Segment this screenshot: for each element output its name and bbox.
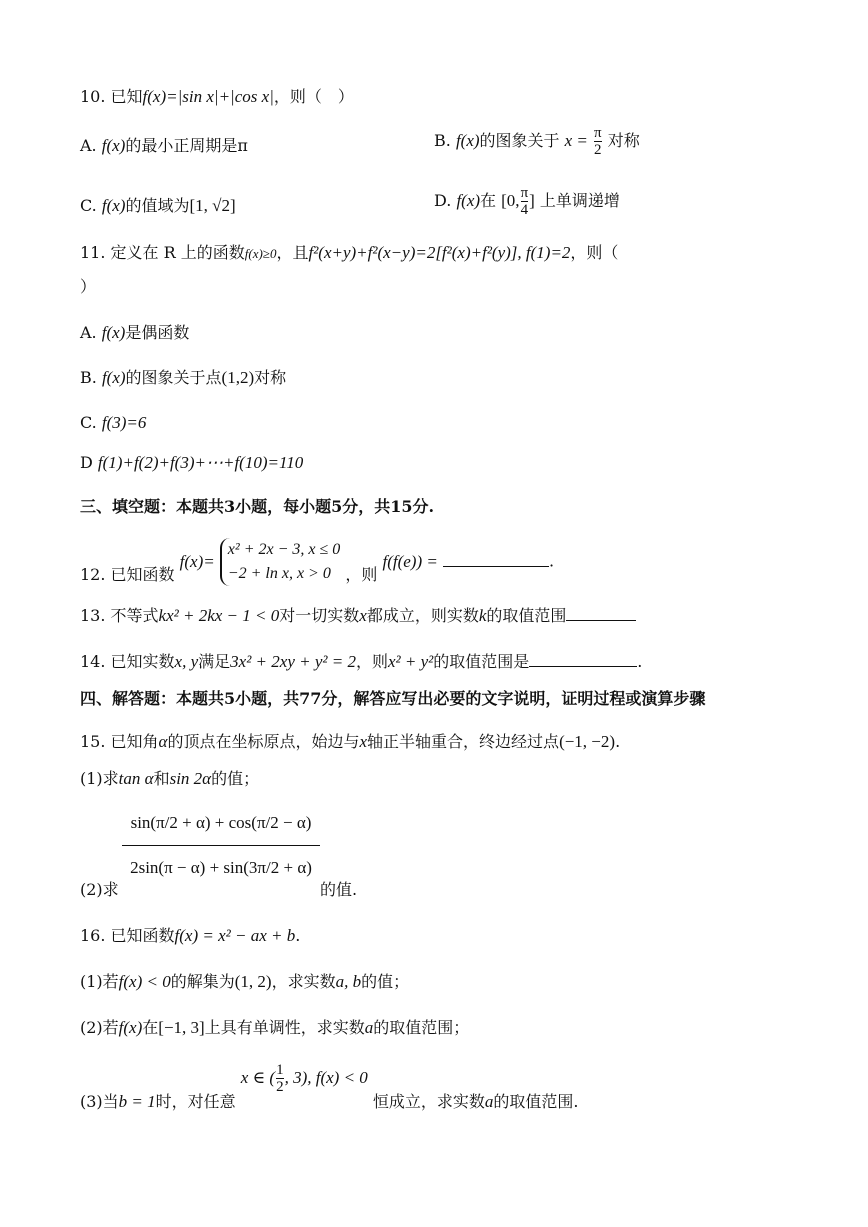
q15-fraction-numerator: sin(π/2 + α) + cos(π/2 − α) <box>130 813 312 832</box>
section-3-heading: 三、填空题：本题共3小题，每小题5分，共15分. <box>80 497 435 516</box>
q10-option-a: A. f(x)的最小正周期是π <box>80 136 248 155</box>
q11-option-b: B. f(x)的图象关于点(1,2)对称 <box>80 368 287 387</box>
q16-stem: 16. 已知函数f(x) = x² − ax + b. <box>80 926 301 945</box>
q11-option-c: C. f(3)=6 <box>80 413 147 432</box>
q11-functional-equation: f²(x+y)+f²(x−y)=2[f²(x)+f²(y)], f(1)=2 <box>308 243 571 262</box>
q12-answer-blank[interactable] <box>443 552 549 567</box>
q10-option-c: C. f(x)的值域为[1, √2] <box>80 196 236 215</box>
q10-option-b: B. f(x)的图象关于 x = $\frac{\pi}{2}$ 对称 <box>434 125 640 158</box>
q15-stem: 15. 已知角α的顶点在坐标原点，始边与x轴正半轴重合，终边经过点(−1, −2). <box>80 732 621 751</box>
q16-part2: (2)若f(x)在[−1, 3]上具有单调性，求实数a的取值范围； <box>80 1018 470 1037</box>
q15-fraction-denominator: 2sin(π − α) + sin(3π/2 + α) <box>130 858 312 877</box>
q10-option-d: D. f(x)在 [0, $\frac{\pi}{4}$ ] 上单调递增 <box>434 185 620 218</box>
q16-part3-condition: x ∈ ( $\frac{1}{2}$ , 3), f(x) < 0 <box>240 1062 368 1095</box>
q11-stem: 11. 定义在 R 上的函数f(x)≥0，且f²(x+y)+f²(x−y)=2[f²(x)+f²(y)], f(1)=2，则（ <box>80 243 619 262</box>
q13: 13. 不等式kx² + 2kx − 1 < 0对一切实数x都成立，则实数k的取值范围 <box>80 605 636 627</box>
q11-option-a: A. f(x)是偶函数 <box>80 323 190 342</box>
q14: 14. 已知实数x, y满足3x² + 2xy + y² = 2，则x² + y²的取值范围是 . <box>80 652 643 671</box>
q11-option-d: D f(1)+f(2)+f(3)+⋯+f(10)=110 <box>80 453 304 472</box>
q11-stem-close: ） <box>80 277 97 296</box>
q14-answer-blank[interactable] <box>529 652 637 667</box>
q15-part1: (1)求tan α和sin 2α的值； <box>80 769 260 788</box>
q10-d-fraction: $\frac{\pi}{4}$ <box>520 185 529 218</box>
q16-part3: (3)当b = 1时，对任意 x ∈ ( $\frac{1}{2}$ , 3), f(x) < 0 恒成立，求实数a的取值范围. <box>80 1062 579 1111</box>
q12-piecewise: x² + 2x − 3, x ≤ 0 −2 + ln x, x > 0 <box>220 538 340 586</box>
q15-part2-fraction <box>122 801 320 890</box>
q13-answer-blank[interactable] <box>566 606 636 621</box>
q16-half-fraction: $\frac{1}{2}$ <box>276 1062 284 1095</box>
q10-formula: f(x)=|sin x|+|cos x| <box>142 87 274 106</box>
q16-part1: (1)若f(x) < 0的解集为(1, 2)，求实数a, b的值； <box>80 972 410 991</box>
q15-part2-prefix: (2)求 <box>80 880 119 899</box>
q10-stem: 10. 已知f(x)=|sin x|+|cos x|，则（ ） <box>80 87 354 106</box>
q10-b-fraction: $\frac{\pi}{2}$ <box>594 125 602 158</box>
q12: 12. 已知函数 f(x)= x² + 2x − 3, x ≤ 0 −2 + ln x, x > 0 ，则 f(f(e)) = . <box>80 538 554 590</box>
q15-part2-suffix: 的值. <box>320 880 358 899</box>
section-4-heading: 四、解答题：本题共5小题，共77分，解答应写出必要的文字说明，证明过程或演算步骤 <box>80 689 706 708</box>
